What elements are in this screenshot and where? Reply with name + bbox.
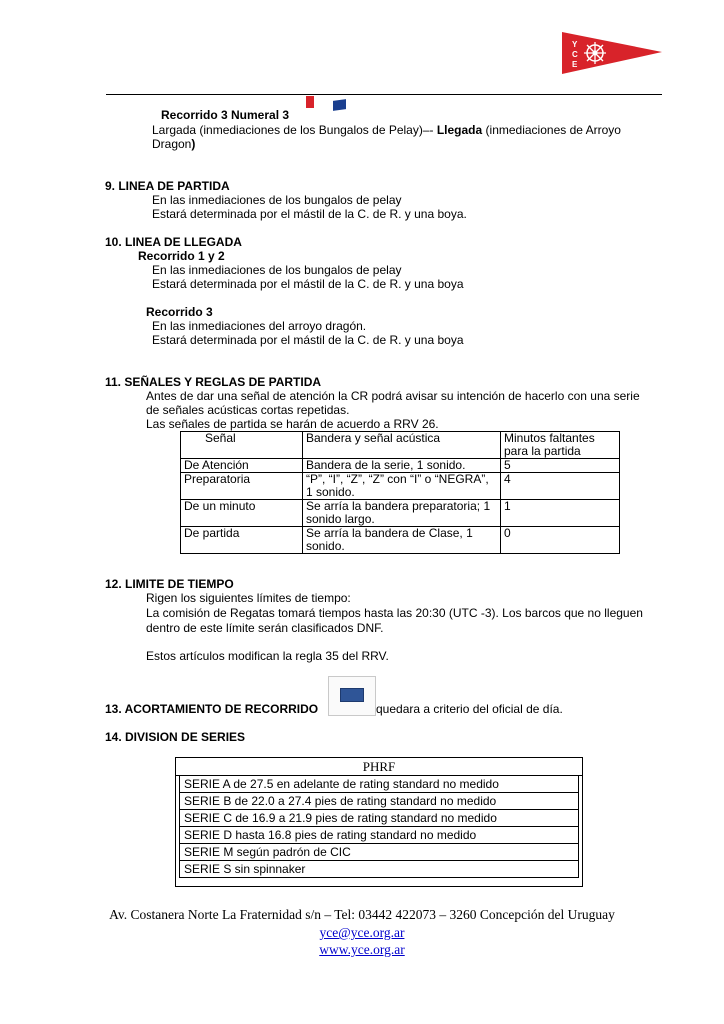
table-row: SERIE B de 22.0 a 27.4 pies de rating standard no medido (179, 793, 579, 810)
table-row: SERIE C de 16.9 a 21.9 pies de rating standard no medido (179, 810, 579, 827)
table-row: SERIE D hasta 16.8 pies de rating standard no medido (179, 827, 579, 844)
footer-address: Av. Costanera Norte La Fraternidad s/n – Tel: 03442 422073 – 3260 Concepción del Uruguay (109, 907, 615, 922)
route3-line2: Dragon) (152, 137, 196, 151)
red-flag-icon (306, 96, 314, 108)
start-signals-table (180, 431, 620, 554)
blue-flag-icon (340, 688, 364, 702)
section12-line1: Rigen los siguientes límites de tiempo: (146, 591, 351, 605)
club-pennant-logo (562, 30, 662, 76)
table-row: Preparatoria “P”, “I”, “Z”, “Z” con “I” o “NEGRA”, 1 sonido. 4 (181, 473, 620, 500)
route3-title: Recorrido 3 Numeral 3 (161, 108, 290, 122)
section9-line1: En las inmediaciones de los bungalos de pelay (152, 193, 402, 207)
table-row: De partida Se arría la bandera de Clase, 1 sonido. 0 (181, 527, 620, 554)
section9-line2: Estará determinada por el mástil de la C. de R. y una boya. (152, 207, 467, 221)
email-link[interactable]: yce@yce.org.ar (319, 925, 405, 940)
section11-p3: Las señales de partida se harán de acuerdo a RRV 26. (146, 417, 439, 431)
svg-text:Y: Y (572, 40, 578, 49)
header-signal: Señal (181, 432, 303, 459)
shortened-course-flag (328, 676, 376, 716)
footer-web-line (0, 942, 724, 958)
section12-line2: La comisión de Regatas tomará tiempos hasta las 20:30 (UTC -3). Los barcos que no lleguen (146, 606, 643, 620)
table-row: De Atención Bandera de la serie, 1 sonido. 5 (181, 459, 620, 473)
section10-sub2: Recorrido 3 (146, 305, 213, 319)
phrf-title: PHRF (176, 758, 582, 776)
header-flag-sound: Bandera y señal acústica (303, 432, 501, 459)
section13-heading: 13. ACORTAMIENTO DE RECORRIDO (105, 702, 319, 716)
section11-p2: de señales acústicas cortas repetidas. (146, 403, 350, 417)
section12-line3: dentro de este límite serán clasificados DNF. (146, 621, 384, 635)
section10-a1: En las inmediaciones de los bungalos de pelay (152, 263, 402, 277)
svg-text:C: C (572, 50, 578, 59)
section10-b2: Estará determinada por el mástil de la C. de R. y una boya (152, 333, 464, 347)
table-row: De un minuto Se arría la bandera preparatoria; 1 sonido largo. 1 (181, 500, 620, 527)
section10-sub1: Recorrido 1 y 2 (138, 249, 225, 263)
section12-line4: Estos artículos modifican la regla 35 del RRV. (146, 649, 389, 663)
section14-heading: 14. DIVISION DE SERIES (105, 730, 246, 744)
section13-tail: quedara a criterio del oficial de día. (376, 702, 563, 716)
route3-line1: Largada (inmediaciones de los Bungalos de Pelay)–- Llegada (inmediaciones de Arroyo (152, 123, 621, 137)
section12-heading: 12. LIMITE DE TIEMPO (105, 577, 234, 591)
section10-b1: En las inmediaciones del arroyo dragón. (152, 319, 367, 333)
section10-a2: Estará determinada por el mástil de la C. de R. y una boya (152, 277, 464, 291)
table-row: SERIE A de 27.5 en adelante de rating standard no medido (179, 776, 579, 793)
blue-flag-icon (333, 99, 346, 111)
svg-text:E: E (572, 60, 578, 69)
section10-heading: 10. LINEA DE LLEGADA (105, 235, 242, 249)
table-row: SERIE M según padrón de CIC (179, 844, 579, 861)
section11-p1: Antes de dar una señal de atención la CR podrá avisar su intención de hacerlo con una serie (146, 389, 640, 403)
section11-heading: 11. SEÑALES Y REGLAS DE PARTIDA (105, 375, 322, 389)
website-link[interactable]: www.yce.org.ar (319, 942, 405, 957)
phrf-table (175, 757, 583, 887)
header-minutes: Minutos faltantes para la partida (501, 432, 620, 459)
table-row: SERIE S sin spinnaker (179, 861, 579, 878)
footer-email-line (0, 925, 724, 941)
header-rule (106, 94, 662, 95)
section9-heading: 9. LINEA DE PARTIDA (105, 179, 230, 193)
table-header-row (181, 432, 620, 459)
